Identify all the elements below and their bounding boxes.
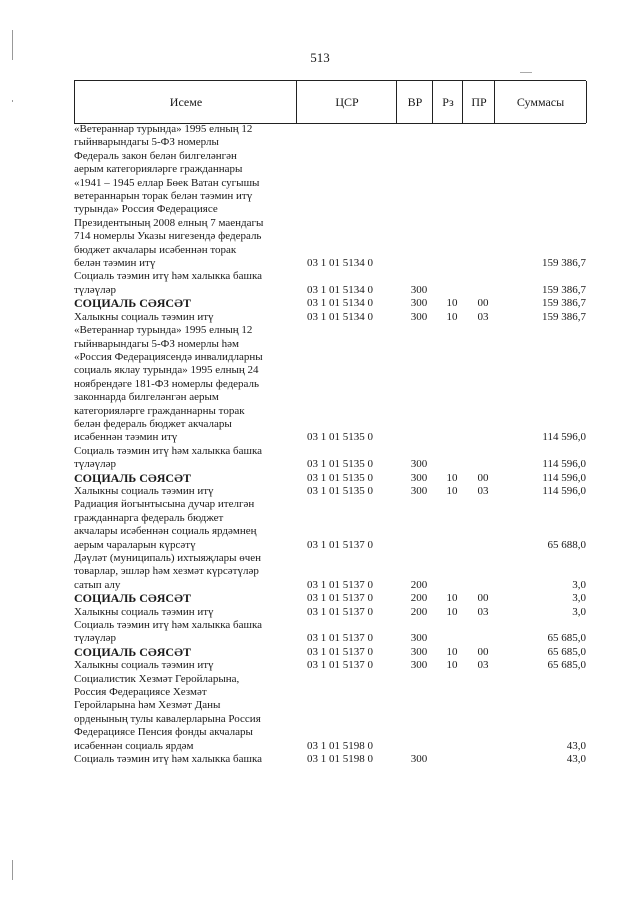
table-row: [74, 270, 586, 297]
row-name-line: «Ветераннар турында» 1995 елның 12: [74, 123, 253, 135]
row-name: [74, 123, 296, 270]
row-name-line: исәбеннән социаль ярдәм: [74, 739, 194, 752]
row-name-line: түләүләр: [74, 632, 117, 645]
row-csr: 03 1 01 5198 0: [307, 739, 373, 752]
row-name-line: «Ветераннар турында» 1995 елның 12: [74, 324, 253, 337]
row-rz: 10: [446, 484, 458, 497]
header-csr: ЦСР: [296, 81, 397, 123]
row-rz: 10: [446, 310, 458, 323]
row-name-line: белән тәэмин итү: [74, 257, 156, 270]
row-vr: 300: [410, 283, 428, 296]
row-vr: 200: [410, 605, 428, 618]
row-csr: 03 1 01 5134 0: [307, 297, 373, 310]
scan-mark: [12, 100, 13, 102]
row-name-line: Геройларына һәм Хезмәт Даны: [74, 699, 221, 712]
row-name-line: бюджет акчалары исәбеннән торак: [74, 243, 237, 256]
row-sum: 65 688,0: [547, 538, 586, 551]
row-pr: 03: [477, 310, 489, 323]
table-row: [74, 297, 586, 310]
table-row: [74, 445, 586, 472]
table-body: [74, 123, 586, 767]
row-csr: 03 1 01 5137 0: [307, 538, 373, 551]
table-row: [74, 498, 586, 552]
row-name-line: Халыкны социаль тәэмин итү: [74, 484, 214, 497]
row-name-line: СОЦИАЛЬ СӘЯСӘТ: [74, 591, 191, 606]
row-sum: 65 685,0: [547, 645, 586, 658]
row-name: [74, 324, 296, 445]
row-vr: 200: [410, 592, 428, 605]
row-name: [74, 659, 296, 672]
row-csr: 03 1 01 5198 0: [307, 753, 373, 766]
row-name: [74, 592, 296, 605]
row-name-line: Халыкны социаль тәэмин итү: [74, 310, 214, 323]
row-csr: 03 1 01 5137 0: [307, 632, 373, 645]
row-name-line: категорияләрге гражданнарны торак: [74, 404, 245, 417]
row-vr: 300: [410, 484, 428, 497]
row-pr: 00: [477, 297, 489, 310]
row-sum: 43,0: [566, 739, 586, 752]
row-vr: 200: [410, 578, 428, 591]
row-name-line: 714 номерлы Указы нигезендә федераль: [74, 230, 262, 243]
row-sum: 159 386,7: [542, 297, 586, 310]
row-name: [74, 606, 296, 619]
row-name-line: исәбеннән тәэмин итү: [74, 431, 178, 444]
header-sum: Суммасы: [494, 81, 587, 123]
row-rz: 10: [446, 659, 458, 672]
table-row: [74, 592, 586, 605]
header-pr: ПР: [462, 81, 495, 123]
row-sum: 114 596,0: [542, 431, 586, 444]
row-vr: 300: [410, 753, 428, 766]
row-csr: 03 1 01 5137 0: [307, 645, 373, 658]
row-name-line: гыйнварындагы 5-ФЗ номерлы һәм: [74, 337, 239, 350]
row-name: [74, 485, 296, 498]
row-name: [74, 552, 296, 592]
row-sum: 3,0: [572, 592, 586, 605]
row-name-line: Халыкны социаль тәэмин итү: [74, 605, 214, 618]
row-name-line: Россия Федерациясе Хезмәт: [74, 686, 207, 699]
row-name: [74, 619, 296, 646]
row-rz: 10: [446, 471, 458, 484]
table-header: [74, 80, 586, 124]
row-csr: 03 1 01 5134 0: [307, 310, 373, 323]
row-vr: 300: [410, 458, 428, 471]
row-name-line: Социаль тәэмин итү һәм халыкка башка: [74, 619, 263, 632]
row-name: [74, 646, 296, 659]
row-name-line: гыйнварындагы 5-ФЗ номерлы: [74, 136, 219, 149]
row-name: [74, 270, 296, 297]
row-csr: 03 1 01 5135 0: [307, 471, 373, 484]
row-name: [74, 673, 296, 753]
row-name: [74, 472, 296, 485]
row-rz: 10: [446, 605, 458, 618]
scan-mark: [12, 860, 13, 880]
row-name-line: акчалары исәбеннән социаль ярдәмнең: [74, 525, 257, 538]
row-name-line: Радиация йогынтысына дучар ителгән: [74, 498, 255, 511]
row-vr: 300: [410, 471, 428, 484]
table-row: [74, 472, 586, 485]
row-name-line: Халыкны социаль тәэмин итү: [74, 659, 214, 672]
row-vr: 300: [410, 632, 428, 645]
row-name-line: Социалистик Хезмәт Геройларына,: [74, 672, 240, 685]
table-row: [74, 753, 586, 766]
row-name-line: гражданнарга федераль бюджет: [74, 511, 224, 524]
row-vr: 300: [410, 659, 428, 672]
row-name-line: Президентының 2008 елның 7 маендагы: [74, 216, 264, 229]
table-row: [74, 324, 586, 445]
row-sum: 3,0: [572, 605, 586, 618]
table-row: [74, 552, 586, 592]
row-name-line: Социаль тәэмин итү һәм халыкка башка: [74, 444, 263, 457]
row-name-line: турында» Россия Федерациясе: [74, 203, 218, 216]
row-csr: 03 1 01 5137 0: [307, 578, 373, 591]
row-name-line: түләүләр: [74, 458, 117, 471]
row-csr: 03 1 01 5135 0: [307, 484, 373, 497]
row-sum: 114 596,0: [542, 484, 586, 497]
row-pr: 03: [477, 605, 489, 618]
header-rz: Рз: [432, 81, 463, 123]
row-rz: 10: [446, 645, 458, 658]
row-vr: 300: [410, 645, 428, 658]
row-name: [74, 753, 296, 766]
row-name-line: СОЦИАЛЬ СӘЯСӘТ: [74, 644, 191, 659]
row-name-line: түләүләр: [74, 283, 117, 296]
row-name-line: орденының тулы кавалерларына Россия: [74, 712, 261, 725]
row-csr: 03 1 01 5137 0: [307, 605, 373, 618]
row-name-line: товарлар, эшләр һәм хезмәт күрсәтүләр: [74, 565, 259, 578]
row-name-line: законнарда билгеләнгән аерым: [74, 391, 219, 404]
row-csr: 03 1 01 5137 0: [307, 592, 373, 605]
row-pr: 03: [477, 484, 489, 497]
page-number: 513: [310, 50, 330, 65]
table-row: [74, 485, 586, 498]
row-sum: 43,0: [566, 753, 586, 766]
row-name-line: социаль яклау турында» 1995 елның 24: [74, 364, 259, 377]
row-sum: 65 685,0: [547, 632, 586, 645]
row-sum: 159 386,7: [542, 283, 586, 296]
row-name: [74, 445, 296, 472]
header-vr: ВР: [396, 81, 433, 123]
row-csr: 03 1 01 5134 0: [307, 257, 373, 270]
table-row: [74, 673, 586, 753]
row-sum: 3,0: [572, 578, 586, 591]
row-name: [74, 311, 296, 324]
row-name-line: «1941 – 1945 еллар Бөек Ватан сугышы: [74, 176, 260, 189]
row-rz: 10: [446, 297, 458, 310]
row-name: [74, 498, 296, 552]
row-sum: 159 386,7: [542, 257, 586, 270]
row-name-line: Федераль закон белән билгеләнгән: [74, 149, 237, 162]
header-name: Исеме: [74, 81, 297, 123]
row-name-line: аерым чараларын күрсәтү: [74, 538, 196, 551]
row-sum: 114 596,0: [542, 458, 586, 471]
row-name-line: ветераннарын торак белән тәэмин итү: [74, 190, 253, 203]
row-name-line: сатып алу: [74, 578, 121, 591]
row-vr: 300: [410, 297, 428, 310]
row-name-line: аерым категорияләрге гражданнары: [74, 163, 243, 176]
table-row: [74, 311, 586, 324]
row-name-line: Социаль тәэмин итү һәм халыкка башка: [74, 753, 263, 766]
row-name-line: белән федераль бюджет акчалары: [74, 417, 232, 430]
scan-mark: [520, 72, 532, 73]
table-row: [74, 646, 586, 659]
row-csr: 03 1 01 5135 0: [307, 431, 373, 444]
row-name-line: СОЦИАЛЬ СӘЯСӘТ: [74, 470, 191, 485]
row-name-line: ноябрендәге 181-ФЗ номерлы федераль: [74, 377, 260, 390]
table-row: [74, 606, 586, 619]
row-name: [74, 297, 296, 310]
row-name-line: Социаль тәэмин итү һәм халыкка башка: [74, 270, 263, 283]
row-sum: 114 596,0: [542, 471, 586, 484]
row-pr: 00: [477, 592, 489, 605]
row-name-line: СОЦИАЛЬ СӘЯСӘТ: [74, 296, 191, 311]
row-name-line: Дәүләт (муниципаль) ихтыяҗлары өчен: [74, 552, 262, 564]
row-pr: 03: [477, 659, 489, 672]
row-pr: 00: [477, 471, 489, 484]
row-sum: 159 386,7: [542, 310, 586, 323]
row-csr: 03 1 01 5135 0: [307, 458, 373, 471]
row-pr: 00: [477, 645, 489, 658]
row-vr: 300: [410, 310, 428, 323]
row-sum: 65 685,0: [547, 659, 586, 672]
row-name-line: Федерациясе Пенсия фонды акчалары: [74, 726, 253, 739]
table-row: [74, 123, 586, 270]
row-csr: 03 1 01 5134 0: [307, 283, 373, 296]
row-rz: 10: [446, 592, 458, 605]
row-csr: 03 1 01 5137 0: [307, 659, 373, 672]
table-row: [74, 619, 586, 646]
row-name-line: «Россия Федерациясендә инвалидларны: [74, 350, 263, 363]
table-row: [74, 659, 586, 672]
